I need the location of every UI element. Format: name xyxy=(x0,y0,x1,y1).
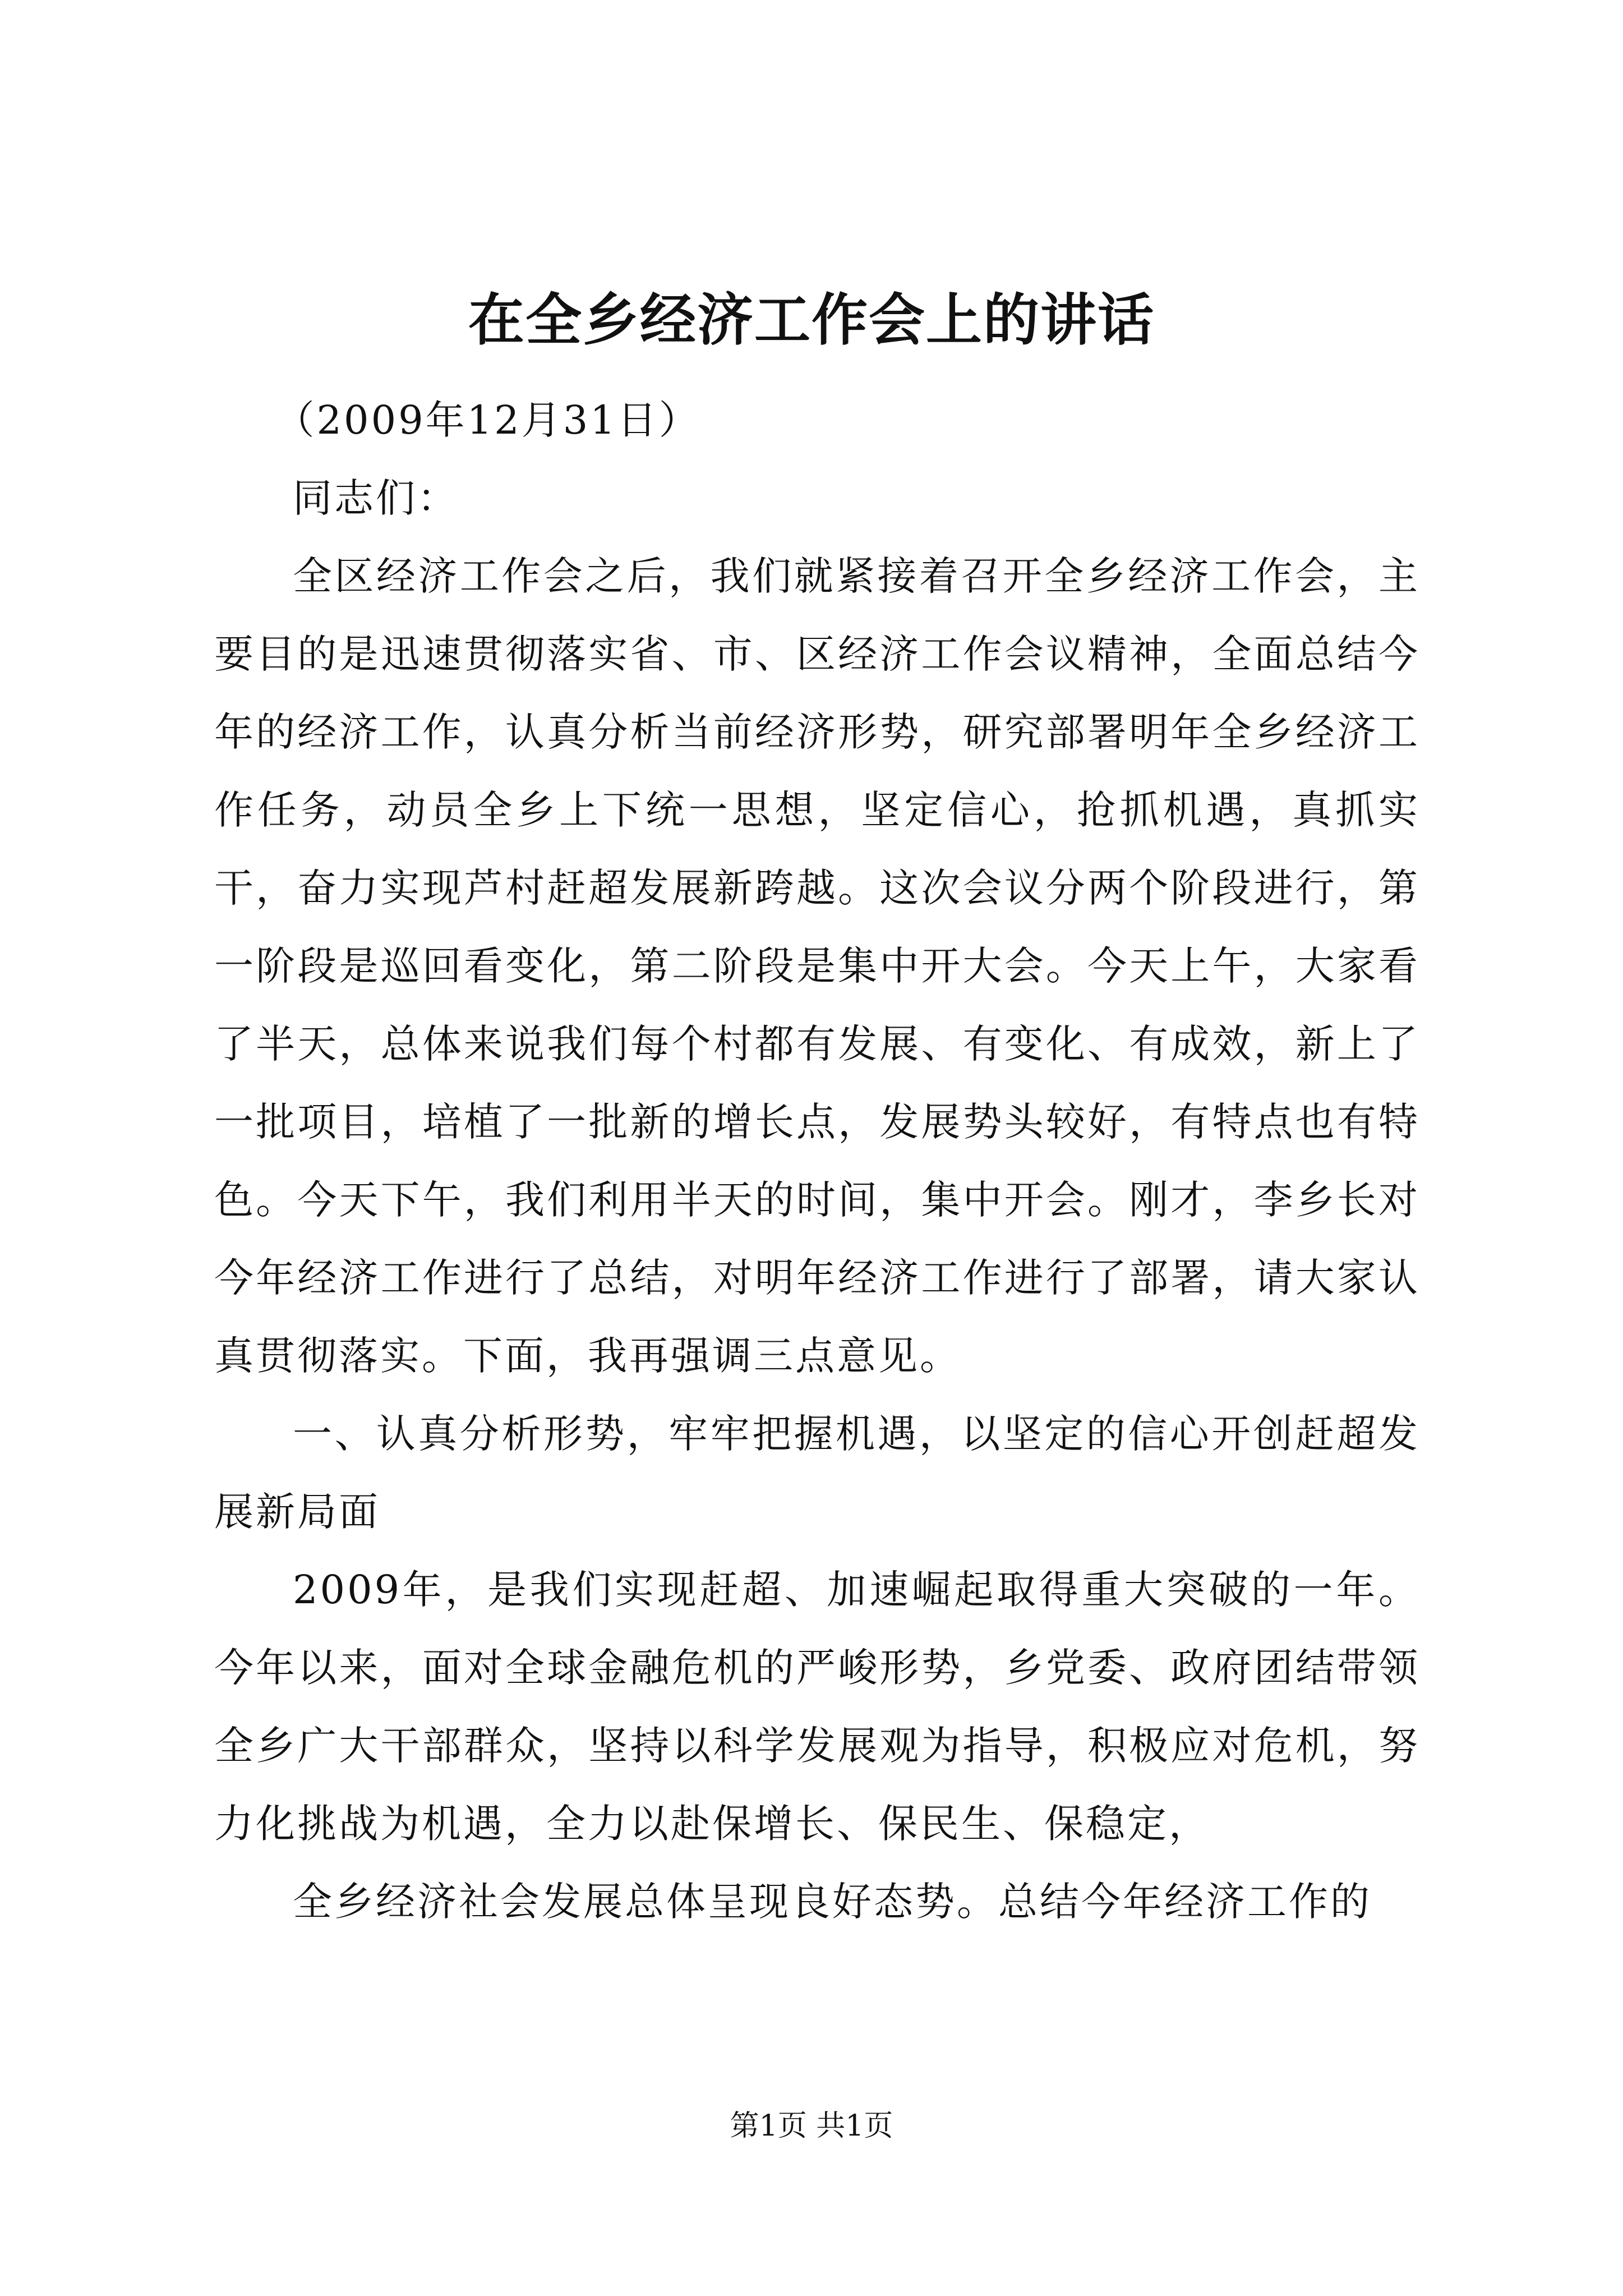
speech-date: （2009年12月31日） xyxy=(275,397,700,443)
paragraph-intro: 全区经济工作会之后，我们就紧接着召开全乡经济工作会，主要目的是迅速贯彻落实省、市、区经济工作会议精神，全面总结今年的经济工作，认真分析当前经济形势，研究部署明年全乡经济工作任务，动员全乡上下统一思想，坚定信心，抢抓机遇，真抓实干，奋力实现芦村赶超发展新跨越。这次会议分两个阶段进行，第一阶段是巡回看变化，第二阶段是集中开大会。今天上午，大家看了半天，总体来说我们每个村都有发展、有变化、有成效，新上了一批项目，培植了一批新的增长点，发展势头较好，有特点也有特色。今天下午，我们利用半天的时间，集中开会。刚才，李乡长对今年经济工作进行了总结，对明年经济工作进行了部署，请大家认真贯彻落实。下面，我再强调三点意见。 xyxy=(214,553,1420,1379)
page-footer: 第1页 共1页 xyxy=(730,2109,893,2143)
paragraph-summary: 全乡经济社会发展总体呈现良好态势。总结今年经济工作的 xyxy=(293,1879,1372,1925)
paragraph-2009-review: 2009年，是我们实现赶超、加速崛起取得重大突破的一年。今年以来，面对全球金融危机的严峻形势，乡党委、政府团结带领全乡广大干部群众，坚持以科学发展观为指导，积极应对危机，努力化挑战为机遇，全力以赴保增长、保民生、保稳定， xyxy=(214,1567,1420,1847)
document-title: 在全乡经济工作会上的讲话 xyxy=(468,287,1155,353)
document-body xyxy=(214,381,1420,1941)
salutation: 同志们： xyxy=(293,475,459,521)
section-heading-1: 一、认真分析形势，牢牢把握机遇，以坚定的信心开创赶超发展新局面 xyxy=(214,1411,1420,1535)
